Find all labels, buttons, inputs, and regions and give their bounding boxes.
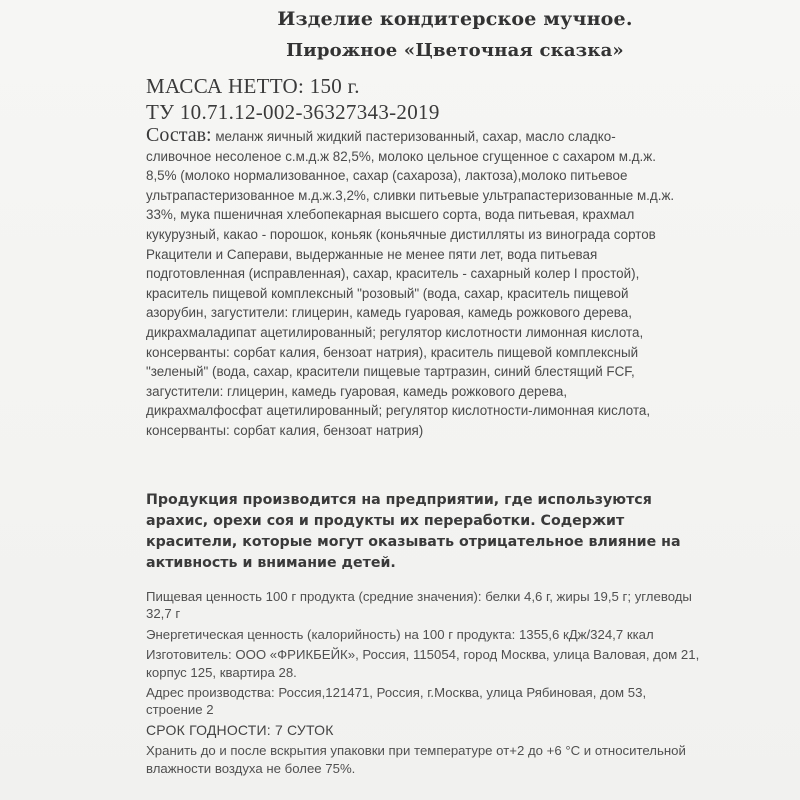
net-mass: МАССА НЕТТО: 150 г. bbox=[146, 74, 360, 98]
product-info bbox=[146, 588, 706, 780]
composition-label: Состав: bbox=[146, 124, 212, 146]
product-type-title: Изделие кондитерское мучное. bbox=[277, 8, 633, 30]
production-address: Адрес производства: Россия,121471, Россия, г.Москва, улица Рябиновая, дом 53, строение 2 bbox=[146, 685, 647, 718]
tech-spec-number: ТУ 10.71.12-002-36327343-2019 bbox=[146, 100, 440, 124]
product-name-title: Пирожное «Цветочная сказка» bbox=[286, 40, 624, 61]
nutrition-value: Пищевая ценность 100 г продукта (средние значения): белки 4,6 г, жиры 19,5 г; углеводы 32,7 г bbox=[146, 589, 692, 622]
manufacturer: Изготовитель: ООО «ФРИКБЕЙК», Россия, 115054, город Москва, улица Валовая, дом 21, корпус 125, квартира 28. bbox=[146, 647, 700, 680]
storage-conditions: Хранить до и после вскрытия упаковки при температуре от+2 до +6 °С и относительной влажности воздуха не более 75%. bbox=[146, 743, 686, 776]
energy-value: Энергетическая ценность (калорийность) на 100 г продукта: 1355,6 кДж/324,7 ккал bbox=[146, 626, 654, 642]
composition-text: меланж яичный жидкий пастеризованный, сахар, масло сладко-сливочное несоленое с.м.д.ж 82,5%, молоко цельное сгущенное с сахаром м.д.ж. 8,5% (молоко нормализованное, сахар (сахароза), лактоза),молоко питьевое ультрапастеризованное м.д.ж.3,2%, сливки питьевые ультрапастеризованные м.д.ж. 33%, мука пшеничная хлебопекарная высшего сорта, вода питьевая, крахмал кукурузный, какао - порошок, коньяк (коньячные дистилляты из винограда сортов Ркацители и Саперави, выдержанные не менее пяти лет, вода питьевая подготовленная (исправленная), сахар, краситель - сахарный колер I простой), краситель пищевой комплексный "розовый" (вода, сахар, краситель пищевой азорубин, загустители: глицерин, камедь гуаровая, камедь рожкового дерева, дикрахмаладипат ацетилированный; регулятор кислотности лимонная кислота, консерванты: сорбат калия, бензоат натрия), краситель пищевой комплексный "зеленый" (вода, сахар, красители пищевые тартразин, синий блестящий FCF, загустители: глицерин, камедь гуаровая, камедь рожкового дерева, дикрахмалфосфат ацетилированный; регулятор кислотности-лимонная кислота, консерванты: сорбат калия, бензоат натрия) bbox=[146, 129, 675, 438]
allergen-warning: Продукция производится на предприятии, где используются арахис, орехи соя и продукты их переработки. Содержит красители, которые могут оказывать отрицательное влияние на активность и внимание детей. bbox=[146, 492, 681, 571]
composition-block bbox=[146, 126, 676, 441]
shelf-life: СРОК ГОДНОСТИ: 7 СУТОК bbox=[146, 721, 334, 738]
